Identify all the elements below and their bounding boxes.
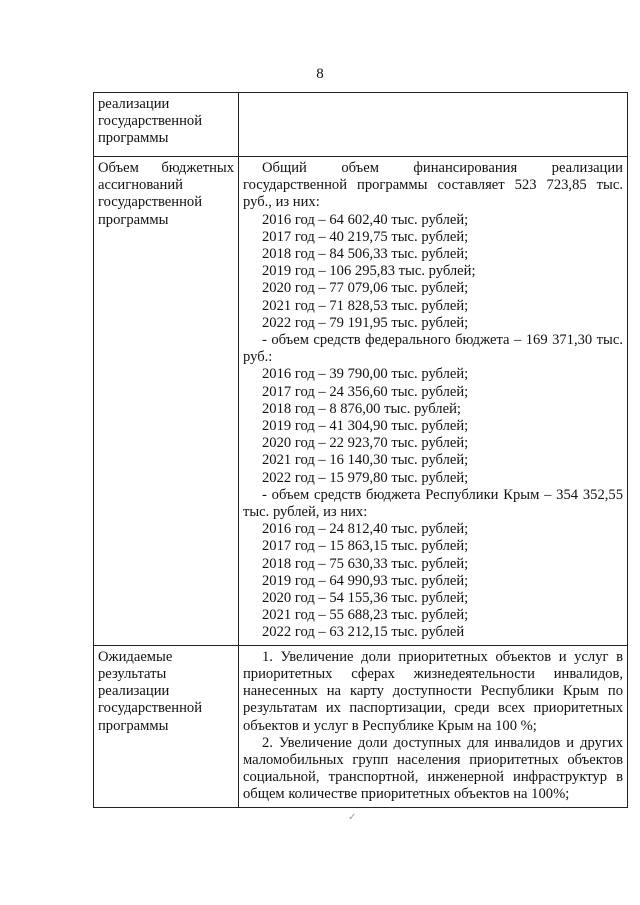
crimea-years-list	[243, 521, 623, 641]
page-number: 8	[316, 66, 324, 82]
year-amount-line: 2019 год – 64 990,93 тыс. рублей;	[262, 572, 469, 589]
federal-years-list	[243, 366, 623, 486]
row-content-cell	[239, 157, 628, 646]
year-amount-line: 2017 год – 15 863,15 тыс. рублей;	[262, 538, 469, 555]
year-amount-line: 2022 год – 15 979,80 тыс. рублей;	[262, 469, 469, 486]
year-amount-line: 2022 год – 79 191,95 тыс. рублей;	[262, 314, 469, 331]
row-label-line: результаты	[98, 665, 167, 682]
row-label-cell	[94, 157, 239, 646]
year-amount-line: 2021 год – 71 828,53 тыс. рублей;	[262, 297, 469, 314]
row-label-cell	[94, 645, 239, 807]
expected-result-item: 2. Увеличение доли доступных для инвалидов и других маломобильных групп населения приоритетных объектов социальной, транспортной, инженерной инфраструктур в общем количестве приоритетных объектов на 100%;	[243, 734, 623, 803]
year-amount-line: 2017 год – 40 219,75 тыс. рублей;	[262, 228, 469, 245]
row-content-cell	[239, 93, 628, 157]
budget-label: Объем бюджетных ассигнований государственной программы	[98, 160, 234, 228]
row-label-line: программы	[98, 717, 169, 734]
table-row	[94, 157, 628, 646]
year-amount-line: 2018 год – 84 506,33 тыс. рублей;	[262, 246, 469, 263]
year-amount-line: 2021 год – 55 688,23 тыс. рублей;	[262, 607, 469, 624]
year-amount-line: 2016 год – 64 602,40 тыс. рублей;	[262, 211, 469, 228]
total-years-list	[243, 212, 623, 332]
row-label-line: Ожидаемые	[98, 648, 173, 665]
year-amount-line: 2020 год – 77 079,06 тыс. рублей;	[262, 280, 469, 297]
table-row	[94, 645, 628, 807]
year-amount-line: 2018 год – 8 876,00 тыс. рублей;	[262, 400, 461, 417]
row-label-line: реализации	[98, 683, 170, 700]
crimea-budget-text: - объем средств бюджета Республики Крым – 354 352,55 тыс. рублей, из них:	[243, 486, 623, 521]
federal-budget-text: - объем средств федерального бюджета – 169 371,30 тыс. руб.:	[243, 332, 623, 366]
program-passport-table	[93, 92, 628, 808]
table-row	[94, 93, 628, 157]
year-amount-line: 2020 год – 54 155,36 тыс. рублей;	[262, 590, 469, 607]
expected-result-item: 1. Увеличение доли приоритетных объектов и услуг в приоритетных сферах жизнедеятельности инвалидов, нанесенных на карту доступности Республики Крым по результатам их паспортизации, среди всех приоритетных объектов и услуг в Республике Крым на 100 %;	[243, 648, 623, 734]
year-amount-line: 2016 год – 24 812,40 тыс. рублей;	[262, 521, 469, 538]
scan-speck: ✓	[348, 812, 357, 823]
row-content-cell	[239, 645, 628, 807]
year-amount-line: 2017 год – 24 356,60 тыс. рублей;	[262, 383, 469, 400]
year-amount-line: 2018 год – 75 630,33 тыс. рублей;	[262, 555, 469, 572]
row-label-line: программы	[98, 130, 169, 147]
year-amount-line: 2019 год – 106 295,83 тыс. рублей;	[262, 263, 476, 280]
total-financing-text: Общий объем финансирования реализации государственной программы составляет 523 723,85 тыс. руб., из них:	[243, 160, 623, 211]
row-label-cell	[94, 93, 239, 157]
year-amount-line: 2019 год – 41 304,90 тыс. рублей;	[262, 418, 469, 435]
year-amount-line: 2020 год – 22 923,70 тыс. рублей;	[262, 435, 469, 452]
year-amount-line: 2016 год – 39 790,00 тыс. рублей;	[262, 366, 469, 383]
year-amount-line: 2021 год – 16 140,30 тыс. рублей;	[262, 452, 469, 469]
row-label-line: реализации	[98, 96, 170, 112]
row-label-line: государственной	[98, 113, 203, 130]
row-label-line: государственной	[98, 700, 203, 717]
year-amount-line: 2022 год – 63 212,15 тыс. рублей	[262, 624, 465, 641]
